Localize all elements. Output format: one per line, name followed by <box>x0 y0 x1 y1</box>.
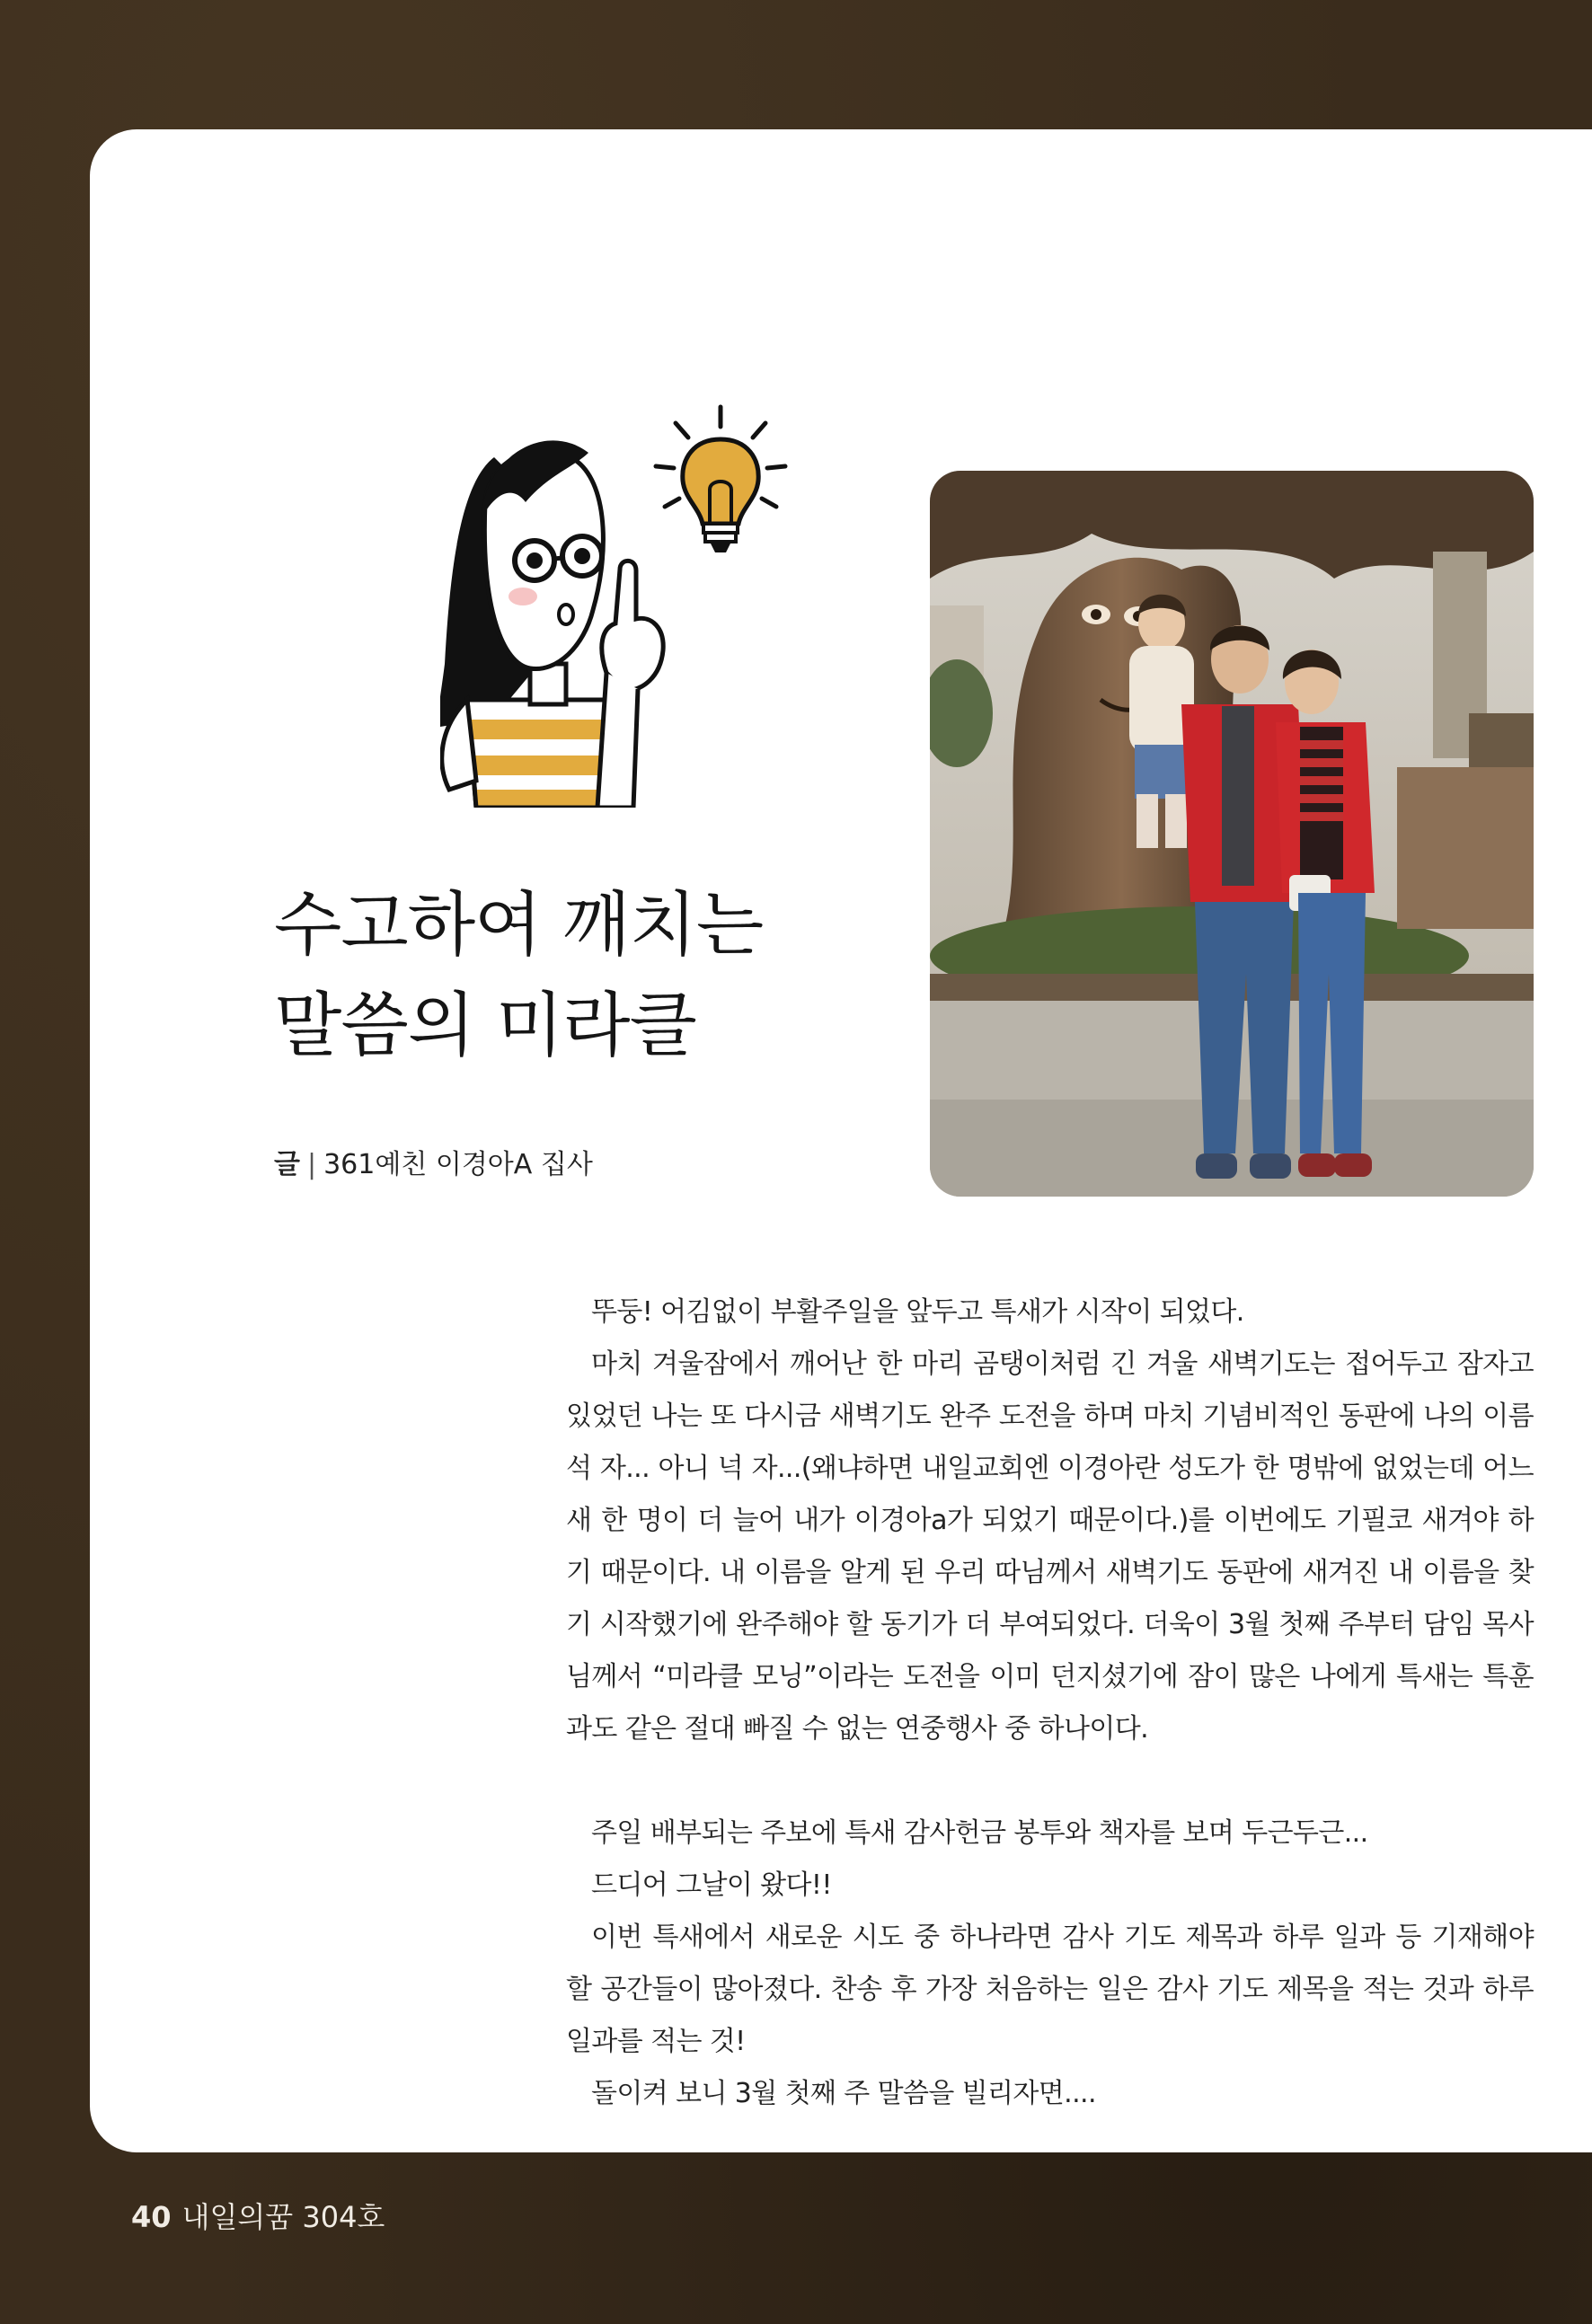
article-title-line-1: 수고하여 깨치는 <box>274 885 764 966</box>
byline-separator: | <box>306 1149 317 1180</box>
page-number: 40 <box>131 2200 172 2234</box>
paragraph: 뚜둥! 어김없이 부활주일을 앞두고 특새가 시작이 되었다. <box>591 1296 1244 1328</box>
publication-name: 내일의꿈 304호 <box>181 2200 385 2234</box>
page-card <box>90 129 1592 2152</box>
paragraph: 마치 겨울잠에서 깨어난 한 마리 곰탱이처럼 긴 겨울 새벽기도는 접어두고 잠자고 있었던 나는 또 다시금 새벽기도 완주 도전을 하며 마치 기념비적인 동판에 나의 이름 석 자... 아니 넉 자...(왜냐하면 내일교회엔 이경아란 성도가 한 명밖에 없었는데 어느새 한 명이 더 늘어 내가 이경아a가 되었기 때문이다.)를 이번에도 기필코 새겨야 하기 때문이다. 내 이름을 알게 된 우리 따님께서 새벽기도 동판에 새겨진 내 이름을 찾기 시작했기에 완주해야 할 동기가 더 부여되었다. 더욱이 3월 첫째 주부터 담임 목사님께서 “미라클 모닝”이라는 도전을 이미 던지셨기에 잠이 많은 나에게 특새는 특훈과도 같은 절대 빠질 수 없는 연중행사 중 하나이다. <box>566 1348 1534 1745</box>
article-title-line-2: 말씀의 미라클 <box>274 985 696 1066</box>
lightbulb-icon <box>656 407 785 552</box>
paragraph: 이번 특새에서 새로운 시도 중 하나라면 감사 기도 제목과 하루 일과 등 기재해야 할 공간들이 많아졌다. 찬송 후 가장 처음하는 일은 감사 기도 제목을 적는 것과 하루 일과를 적는 것! <box>566 1922 1534 2057</box>
paragraph: 주일 배부되는 주보에 특새 감사헌금 봉투와 책자를 보며 두근두근... <box>591 1817 1368 1849</box>
woman-with-lightbulb-illustration <box>440 403 804 808</box>
byline-author: 361예친 이경아A 집사 <box>323 1149 593 1180</box>
article-title <box>274 875 903 1076</box>
paragraph: 드디어 그날이 왔다!! <box>591 1869 832 1901</box>
family-photo <box>930 471 1534 1197</box>
byline <box>274 1142 593 1181</box>
paragraph: 돌이켜 보니 3월 첫째 주 말씀을 빌리자면.... <box>591 2078 1096 2109</box>
byline-label: 글 <box>274 1149 300 1180</box>
page-footer <box>131 2195 385 2236</box>
pointing-hand <box>602 561 663 691</box>
article-body <box>566 1286 1534 2120</box>
